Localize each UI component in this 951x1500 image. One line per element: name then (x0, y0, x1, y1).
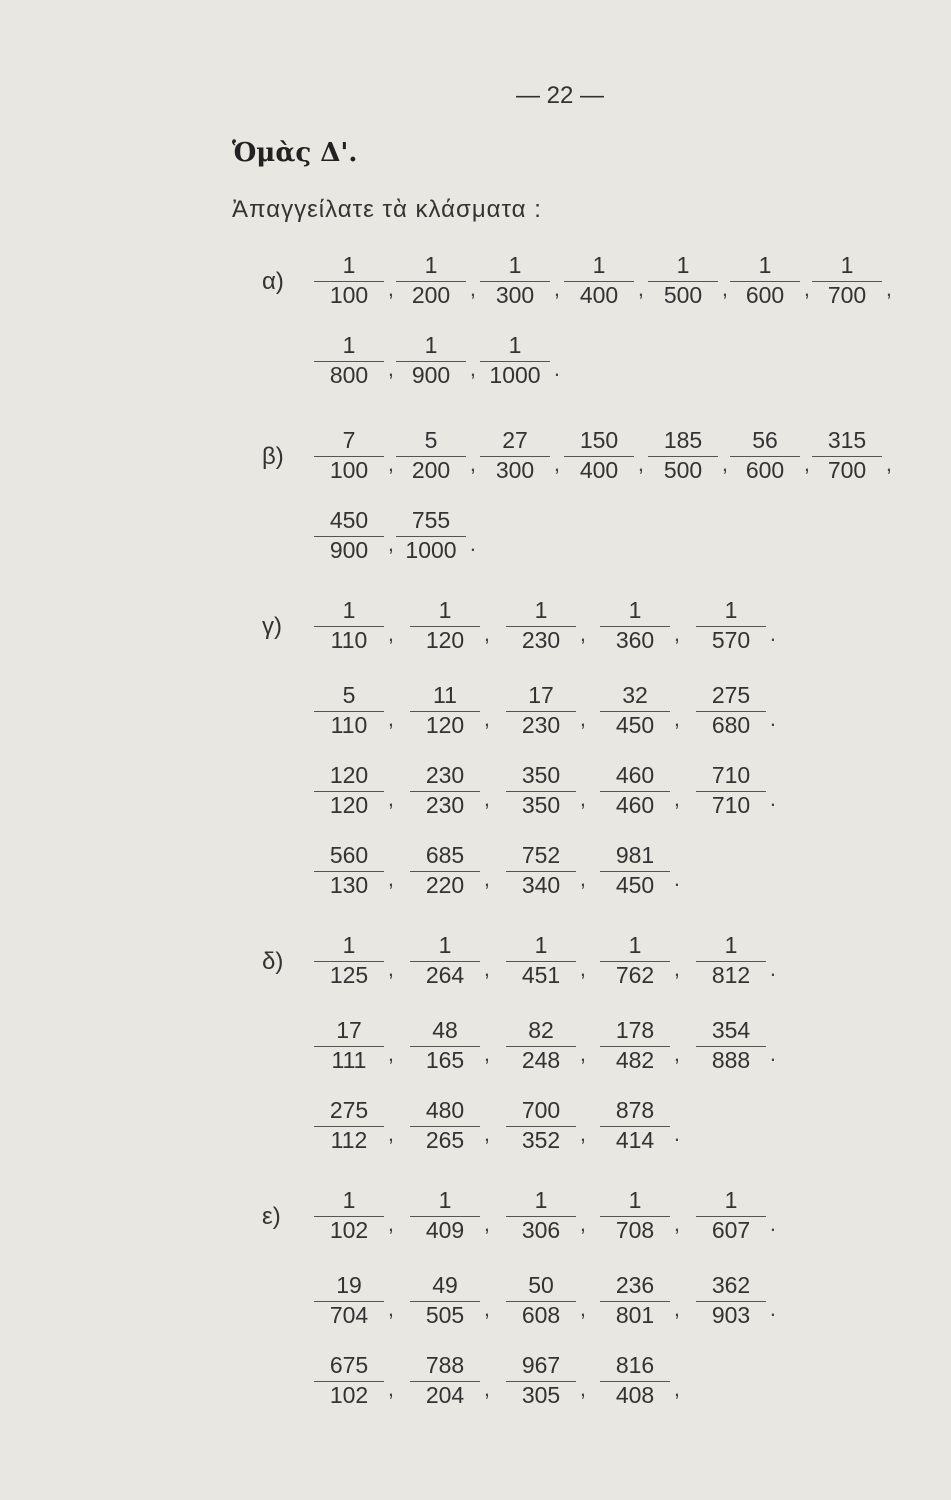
denominator: 112 (330, 1127, 368, 1153)
denominator: 200 (411, 457, 451, 483)
punctuation: , (673, 1296, 680, 1321)
punctuation: , (387, 276, 394, 301)
punctuation: , (483, 621, 490, 646)
numerator: 1 (438, 1187, 452, 1213)
fraction (318, 595, 394, 655)
fraction (318, 1095, 394, 1155)
punctuation: , (387, 786, 394, 811)
numerator: 82 (528, 1017, 554, 1043)
fraction (414, 1270, 490, 1330)
section-label: α) (262, 268, 284, 295)
fraction (510, 1185, 586, 1245)
denominator: 130 (329, 872, 369, 898)
instruction-text: Ἀπαγγείλατε τὰ κλάσματα : (232, 196, 542, 223)
punctuation: , (885, 451, 892, 476)
numerator: 1 (592, 252, 606, 278)
denominator: 1000 (489, 362, 541, 388)
punctuation: , (579, 621, 586, 646)
fraction (318, 840, 394, 900)
numerator: 560 (329, 842, 369, 868)
numerator: 1 (342, 252, 356, 278)
numerator: 275 (329, 1097, 369, 1123)
punctuation: , (483, 1121, 490, 1146)
numerator: 1 (342, 332, 356, 358)
fraction (400, 330, 476, 390)
punctuation: , (469, 276, 476, 301)
numerator: 700 (521, 1097, 561, 1123)
fraction (318, 1270, 394, 1330)
punctuation: , (483, 866, 490, 891)
denominator: 125 (329, 962, 369, 988)
punctuation: , (469, 451, 476, 476)
section-label: β) (262, 443, 284, 470)
denominator: 248 (521, 1047, 561, 1073)
denominator: 165 (425, 1047, 465, 1073)
denominator: 264 (425, 962, 465, 988)
numerator: 1 (438, 597, 452, 623)
denominator: 704 (329, 1302, 369, 1328)
denominator: 600 (745, 457, 785, 483)
punctuation: , (483, 1296, 490, 1321)
denominator: 340 (521, 872, 561, 898)
denominator: 607 (711, 1217, 751, 1243)
denominator: 903 (711, 1302, 751, 1328)
punctuation: . (673, 866, 680, 891)
section-label: γ) (262, 613, 282, 640)
denominator: 450 (615, 712, 655, 738)
numerator: 1 (534, 932, 548, 958)
numerator: 450 (329, 507, 369, 533)
denominator: 352 (521, 1127, 561, 1153)
denominator: 408 (615, 1382, 655, 1408)
fraction (414, 1185, 490, 1245)
numerator: 50 (528, 1272, 554, 1298)
numerator: 710 (711, 762, 751, 788)
punctuation: , (387, 1121, 394, 1146)
numerator: 27 (502, 427, 528, 453)
fraction (318, 250, 394, 310)
punctuation: , (637, 451, 644, 476)
fraction (414, 680, 490, 740)
numerator: 1 (342, 597, 356, 623)
fraction (414, 1015, 490, 1075)
numerator: 5 (424, 427, 438, 453)
fraction (510, 1270, 586, 1330)
denominator: 102 (329, 1217, 369, 1243)
punctuation: , (803, 451, 810, 476)
fraction (604, 1185, 680, 1245)
denominator: 230 (521, 627, 561, 653)
punctuation: . (769, 1211, 776, 1236)
fraction (484, 250, 560, 310)
fraction (734, 250, 810, 310)
fraction (816, 250, 892, 310)
fraction (568, 250, 644, 310)
numerator: 1 (758, 252, 772, 278)
fraction (414, 760, 490, 820)
numerator: 275 (711, 682, 751, 708)
fraction (400, 250, 476, 310)
denominator: 265 (425, 1127, 465, 1153)
denominator: 710 (711, 792, 751, 818)
punctuation: , (387, 1211, 394, 1236)
numerator: 675 (329, 1352, 369, 1378)
fraction (318, 1185, 394, 1245)
denominator: 110 (330, 712, 368, 738)
numerator: 236 (615, 1272, 655, 1298)
punctuation: , (483, 786, 490, 811)
denominator: 570 (711, 627, 751, 653)
punctuation: , (579, 1376, 586, 1401)
denominator: 200 (411, 282, 451, 308)
fraction (604, 1015, 680, 1075)
numerator: 981 (615, 842, 655, 868)
numerator: 1 (628, 1187, 642, 1213)
numerator: 460 (615, 762, 655, 788)
punctuation: , (483, 1041, 490, 1066)
fraction (318, 425, 394, 485)
denominator: 800 (329, 362, 369, 388)
denominator: 888 (711, 1047, 751, 1073)
numerator: 1 (724, 1187, 738, 1213)
numerator: 685 (425, 842, 465, 868)
denominator: 482 (615, 1047, 655, 1073)
numerator: 1 (342, 932, 356, 958)
numerator: 755 (411, 507, 451, 533)
numerator: 1 (508, 252, 522, 278)
fraction (318, 760, 394, 820)
punctuation: , (673, 1041, 680, 1066)
fraction (400, 505, 476, 565)
fraction (414, 595, 490, 655)
denominator: 500 (663, 457, 703, 483)
numerator: 1 (342, 1187, 356, 1213)
numerator: 354 (711, 1017, 751, 1043)
punctuation: . (769, 1296, 776, 1321)
numerator: 1 (676, 252, 690, 278)
fraction (318, 680, 394, 740)
fraction (318, 1015, 394, 1075)
numerator: 178 (615, 1017, 655, 1043)
numerator: 56 (752, 427, 778, 453)
fraction (318, 930, 394, 990)
fraction (816, 425, 892, 485)
fraction (510, 840, 586, 900)
punctuation: . (553, 356, 560, 381)
denominator: 460 (615, 792, 655, 818)
fraction (510, 1095, 586, 1155)
punctuation: , (469, 356, 476, 381)
numerator: 1 (438, 932, 452, 958)
punctuation: , (387, 621, 394, 646)
fraction (568, 425, 644, 485)
denominator: 900 (411, 362, 451, 388)
denominator: 120 (329, 792, 369, 818)
fraction (318, 330, 394, 390)
numerator: 17 (528, 682, 554, 708)
fraction (510, 760, 586, 820)
fraction (700, 680, 776, 740)
numerator: 1 (424, 252, 438, 278)
denominator: 409 (425, 1217, 465, 1243)
denominator: 600 (745, 282, 785, 308)
fraction (604, 930, 680, 990)
fraction (510, 930, 586, 990)
denominator: 360 (615, 627, 655, 653)
denominator: 300 (495, 282, 535, 308)
punctuation: , (579, 786, 586, 811)
denominator: 220 (425, 872, 465, 898)
punctuation: . (469, 531, 476, 556)
numerator: 185 (663, 427, 703, 453)
page-number: — 22 — (515, 82, 605, 109)
punctuation: , (579, 1296, 586, 1321)
fraction (484, 425, 560, 485)
denominator: 100 (329, 457, 369, 483)
fraction (652, 425, 728, 485)
fraction (414, 1095, 490, 1155)
fraction (604, 680, 680, 740)
numerator: 230 (425, 762, 465, 788)
fraction (604, 1095, 680, 1155)
punctuation: , (387, 706, 394, 731)
fraction (700, 760, 776, 820)
punctuation: , (673, 956, 680, 981)
denominator: 230 (521, 712, 561, 738)
numerator: 878 (615, 1097, 655, 1123)
punctuation: , (387, 866, 394, 891)
denominator: 350 (521, 792, 561, 818)
denominator: 102 (329, 1382, 369, 1408)
punctuation: . (769, 621, 776, 646)
denominator: 111 (331, 1047, 367, 1073)
fraction (604, 1350, 680, 1410)
numerator: 1 (534, 1187, 548, 1213)
fraction (700, 1185, 776, 1245)
denominator: 608 (521, 1302, 561, 1328)
fraction (510, 595, 586, 655)
numerator: 1 (840, 252, 854, 278)
denominator: 708 (615, 1217, 655, 1243)
numerator: 150 (579, 427, 619, 453)
punctuation: . (769, 706, 776, 731)
fraction (700, 1270, 776, 1330)
fraction (700, 930, 776, 990)
denominator: 450 (615, 872, 655, 898)
punctuation: , (553, 276, 560, 301)
punctuation: , (387, 956, 394, 981)
fraction (414, 840, 490, 900)
punctuation: , (721, 451, 728, 476)
punctuation: , (579, 1041, 586, 1066)
fraction (700, 595, 776, 655)
numerator: 7 (342, 427, 356, 453)
punctuation: , (673, 1211, 680, 1236)
numerator: 315 (827, 427, 867, 453)
punctuation: , (579, 706, 586, 731)
punctuation: , (803, 276, 810, 301)
punctuation: , (579, 1121, 586, 1146)
denominator: 500 (663, 282, 703, 308)
denominator: 451 (521, 962, 561, 988)
punctuation: , (673, 706, 680, 731)
denominator: 505 (425, 1302, 465, 1328)
punctuation: . (769, 956, 776, 981)
denominator: 762 (615, 962, 655, 988)
numerator: 120 (329, 762, 369, 788)
fraction (484, 330, 560, 390)
denominator: 204 (425, 1382, 465, 1408)
numerator: 1 (534, 597, 548, 623)
denominator: 110 (330, 627, 368, 653)
punctuation: , (483, 956, 490, 981)
fraction (510, 1015, 586, 1075)
punctuation: , (579, 1211, 586, 1236)
section-label: ε) (262, 1203, 281, 1230)
denominator: 120 (425, 627, 465, 653)
punctuation: , (387, 531, 394, 556)
denominator: 801 (615, 1302, 655, 1328)
punctuation: , (387, 1041, 394, 1066)
numerator: 19 (336, 1272, 362, 1298)
denominator: 680 (711, 712, 751, 738)
fraction (604, 840, 680, 900)
denominator: 120 (425, 712, 465, 738)
fraction (604, 595, 680, 655)
denominator: 414 (615, 1127, 655, 1153)
numerator: 48 (432, 1017, 458, 1043)
numerator: 1 (628, 597, 642, 623)
punctuation: , (387, 1376, 394, 1401)
numerator: 967 (521, 1352, 561, 1378)
punctuation: , (483, 1376, 490, 1401)
numerator: 816 (615, 1352, 655, 1378)
denominator: 306 (521, 1217, 561, 1243)
denominator: 300 (495, 457, 535, 483)
fraction (318, 505, 394, 565)
fraction (604, 760, 680, 820)
numerator: 788 (425, 1352, 465, 1378)
fraction (414, 930, 490, 990)
punctuation: . (673, 1121, 680, 1146)
punctuation: , (885, 276, 892, 301)
punctuation: , (387, 451, 394, 476)
numerator: 1 (508, 332, 522, 358)
numerator: 1 (724, 932, 738, 958)
denominator: 305 (521, 1382, 561, 1408)
punctuation: , (579, 956, 586, 981)
punctuation: . (769, 1041, 776, 1066)
numerator: 5 (342, 682, 356, 708)
punctuation: , (673, 621, 680, 646)
numerator: 1 (724, 597, 738, 623)
section-label: δ) (262, 948, 284, 975)
numerator: 32 (622, 682, 648, 708)
numerator: 350 (521, 762, 561, 788)
punctuation: , (673, 1376, 680, 1401)
numerator: 17 (336, 1017, 362, 1043)
denominator: 400 (579, 457, 619, 483)
fraction (510, 1350, 586, 1410)
fraction (604, 1270, 680, 1330)
group-title: Ὁμὰς Δ'. (232, 138, 358, 168)
denominator: 812 (711, 962, 751, 988)
punctuation: , (387, 1296, 394, 1321)
punctuation: . (769, 786, 776, 811)
punctuation: , (553, 451, 560, 476)
punctuation: , (637, 276, 644, 301)
denominator: 100 (329, 282, 369, 308)
fraction (318, 1350, 394, 1410)
numerator: 1 (628, 932, 642, 958)
numerator: 362 (711, 1272, 751, 1298)
denominator: 700 (827, 282, 867, 308)
denominator: 900 (329, 537, 369, 563)
punctuation: , (579, 866, 586, 891)
denominator: 700 (827, 457, 867, 483)
denominator: 400 (579, 282, 619, 308)
fraction (700, 1015, 776, 1075)
fraction (414, 1350, 490, 1410)
punctuation: , (483, 1211, 490, 1236)
numerator: 49 (432, 1272, 458, 1298)
denominator: 230 (425, 792, 465, 818)
denominator: 1000 (405, 537, 457, 563)
numerator: 11 (433, 682, 457, 708)
punctuation: , (673, 786, 680, 811)
fraction (400, 425, 476, 485)
punctuation: , (387, 356, 394, 381)
numerator: 752 (521, 842, 561, 868)
punctuation: , (483, 706, 490, 731)
fraction (652, 250, 728, 310)
numerator: 480 (425, 1097, 465, 1123)
fraction (734, 425, 810, 485)
punctuation: , (721, 276, 728, 301)
numerator: 1 (424, 332, 438, 358)
fraction (510, 680, 586, 740)
